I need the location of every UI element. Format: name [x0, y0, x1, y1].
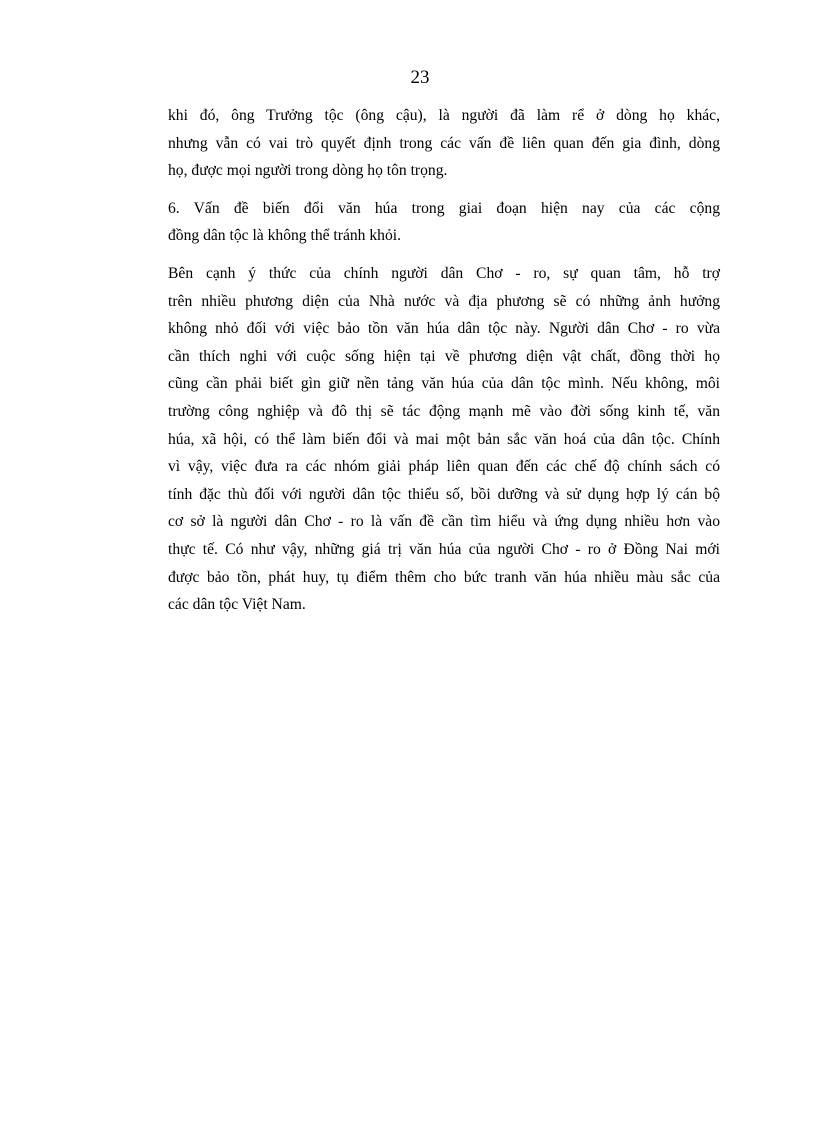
- text-line: cần thích nghi với cuộc sống hiện tại về phương diện vật chất, đồng thời họ: [168, 347, 720, 365]
- body-text: [168, 102, 720, 619]
- paragraph-conclusion: [168, 260, 720, 619]
- text-line: họ, được mọi người trong dòng họ tôn trọng.: [168, 162, 448, 180]
- text-line: nhưng vẫn có vai trò quyết định trong các vấn đề liên quan đến gia đình, dòng: [168, 134, 720, 152]
- text-line: tính đặc thù đối với người dân tộc thiểu số, bồi dưỡng và sử dụng hợp lý cán bộ: [168, 485, 720, 503]
- text-line: húa, xã hội, có thể làm biến đổi và mai một bản sắc văn hoá của dân tộc. Chính: [168, 430, 720, 448]
- text-line: được bảo tồn, phát huy, tụ điểm thêm cho bức tranh văn húa nhiều màu sắc của: [168, 568, 720, 586]
- text-line: khi đó, ông Trưởng tộc (ông cậu), là người đã làm rể ở dòng họ khác,: [168, 107, 720, 124]
- text-line: không nhỏ đối với việc bảo tồn văn húa dân tộc này. Người dân Chơ - ro vừa: [168, 320, 720, 338]
- text-line: đồng dân tộc là không thể tránh khỏi.: [168, 227, 401, 245]
- text-line: 6. Vấn đề biến đổi văn húa trong giai đoạn hiện nay của các cộng: [168, 199, 720, 217]
- text-line: cũng cần phải biết gìn giữ nền tảng văn húa của dân tộc mình. Nếu không, môi: [168, 375, 720, 393]
- text-line: trên nhiều phương diện của Nhà nước và địa phương sẽ có những ảnh hưởng: [168, 292, 720, 310]
- paragraph-continuation: [168, 102, 720, 185]
- text-line: các dân tộc Việt Nam.: [168, 596, 306, 614]
- page-number: 23: [410, 67, 430, 88]
- text-line: cơ sở là người dân Chơ - ro là vấn đề cần tìm hiểu và ứng dụng nhiều hơn vào: [168, 513, 720, 531]
- text-line: vì vậy, việc đưa ra các nhóm giải pháp liên quan đến các chế độ chính sách có: [168, 458, 720, 476]
- text-line: trường công nghiệp và đô thị sẽ tác động mạnh mẽ vào đời sống kinh tế, văn: [168, 402, 720, 420]
- text-line: thực tế. Có như vậy, những giá trị văn húa của người Chơ - ro ở Đồng Nai mới: [168, 540, 720, 558]
- paragraph-point-6: [168, 195, 720, 250]
- text-line: Bên cạnh ý thức của chính người dân Chơ - ro, sự quan tâm, hỗ trợ: [168, 264, 720, 282]
